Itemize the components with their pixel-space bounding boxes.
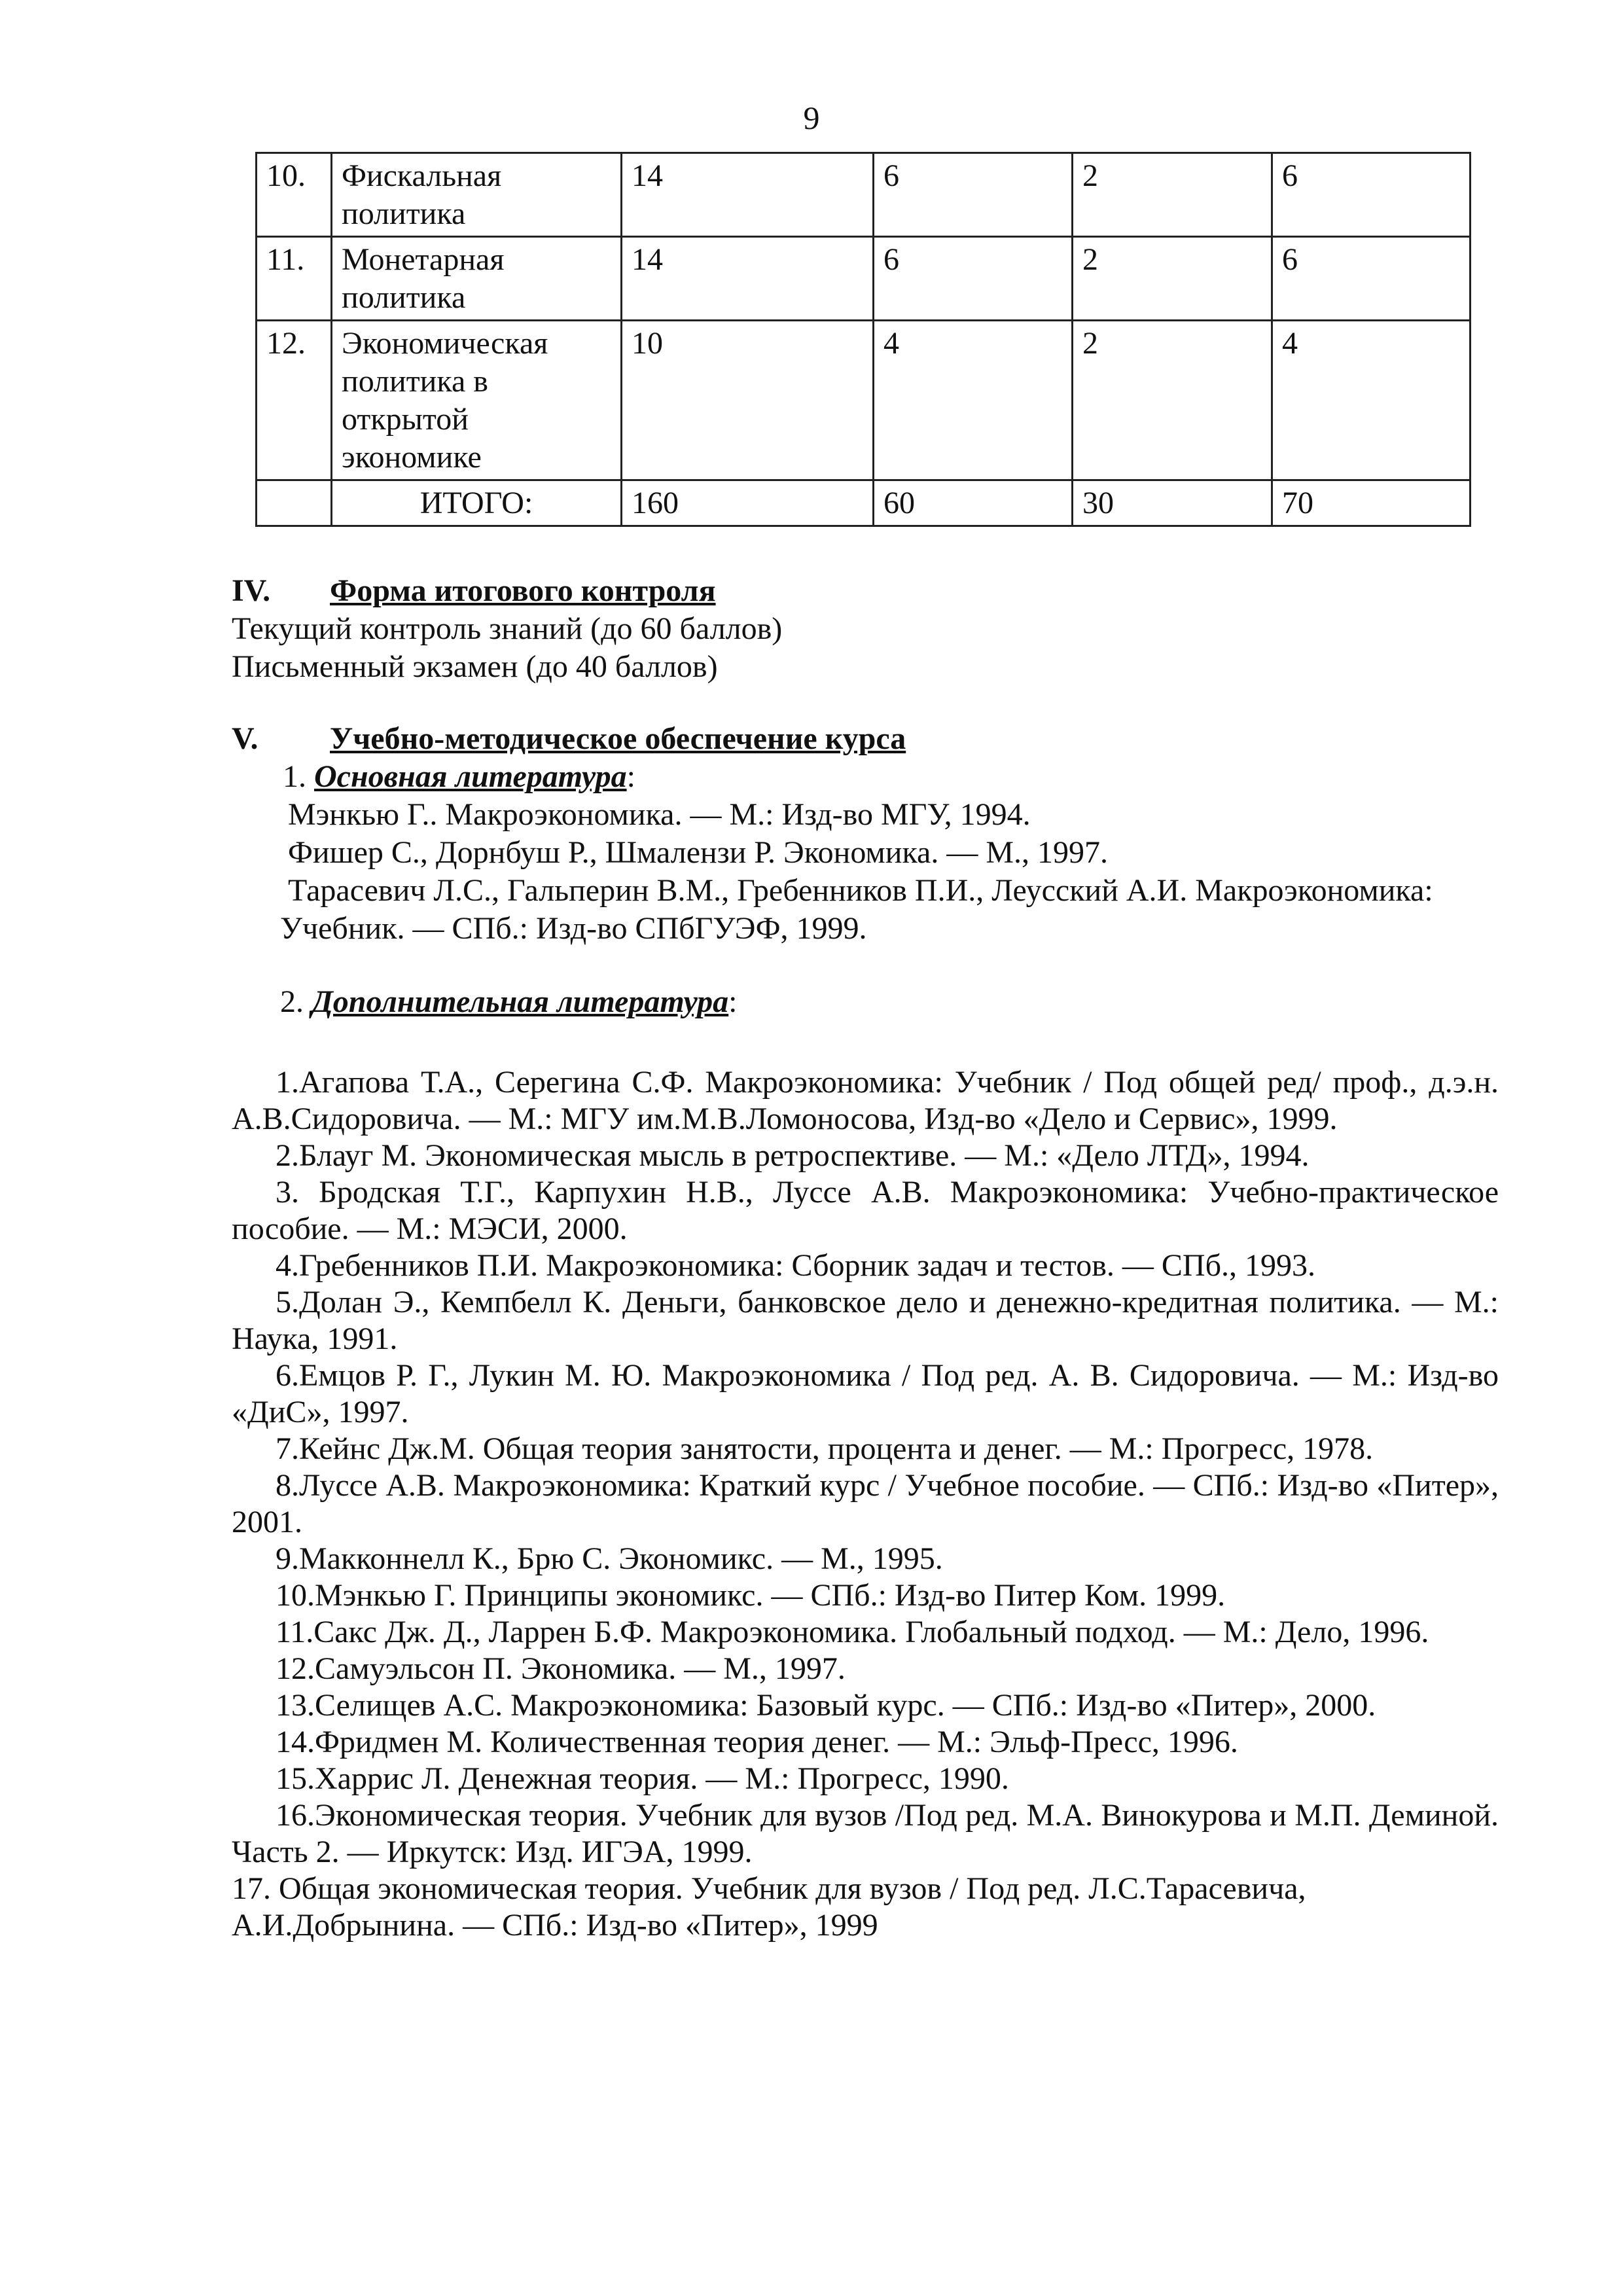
- section-numeral: IV.: [232, 573, 271, 608]
- list-item: 7.Кейнс Дж.М. Общая теория занятости, процента и денег. — М.: Прогресс, 1978.: [276, 1431, 1374, 1466]
- subheading-colon: :: [626, 759, 635, 794]
- main-literature-item: Фишер С., Дорнбуш Р., Шмалензи Р. Экономика. — М., 1997.: [288, 835, 1109, 870]
- hours-seminars: 2: [1073, 237, 1272, 321]
- section-numeral: V.: [232, 721, 259, 756]
- list-item: 9.Макконнелл К., Брю С. Экономикс. — М., 1995.: [276, 1541, 943, 1576]
- section-v-header: [232, 720, 906, 758]
- hours-total: 10: [622, 321, 874, 480]
- row-number: 10.: [257, 153, 332, 237]
- course-hours-table: [255, 152, 1471, 527]
- list-item: А.И.Добрынина. — СПб.: Изд-во «Питер», 1999: [232, 1908, 878, 1943]
- hours-lectures: 6: [874, 153, 1073, 237]
- list-item: 11.Сакс Дж. Д., Ларрен Б.Ф. Макроэкономика. Глобальный подход. — М.: Дело, 1996.: [276, 1615, 1429, 1649]
- list-item: 10.Мэнкью Г. Принципы экономикс. — СПб.: Изд-во Питер Ком. 1999.: [276, 1578, 1226, 1613]
- hours-total: 14: [622, 237, 874, 321]
- hours-self-study: 4: [1272, 321, 1471, 480]
- main-literature-item: Тарасевич Л.С., Гальперин В.М., Гребенников П.И., Леусский А.И. Макроэкономика:: [288, 873, 1433, 908]
- hours-seminars: 2: [1073, 321, 1272, 480]
- section-title: Форма итогового контроля: [330, 573, 716, 608]
- table-row: [257, 153, 1471, 237]
- list-item: 5.Долан Э., Кемпбелл К. Деньги, банковское дело и денежно-кредитная политика. — М.: Наука, 1991.: [232, 1285, 1499, 1356]
- subheading-title: Дополнительная литература: [312, 984, 729, 1019]
- hours-lectures: 6: [874, 237, 1073, 321]
- topic-name: Монетарная политика: [332, 237, 622, 321]
- total-self-study: 70: [1272, 480, 1471, 526]
- row-number: 11.: [257, 237, 332, 321]
- topic-name: Экономическая политика в открытой экономике: [332, 321, 622, 480]
- hours-self-study: 6: [1272, 237, 1471, 321]
- list-item: 17. Общая экономическая теория. Учебник для вузов / Под ред. Л.С.Тарасевича,: [232, 1871, 1306, 1906]
- list-item: 12.Самуэльсон П. Экономика. — М., 1997.: [276, 1651, 846, 1686]
- list-item: 2.Блауг М. Экономическая мысль в ретроспективе. — М.: «Дело ЛТД», 1994.: [276, 1138, 1310, 1173]
- list-item: 13.Селищев А.С. Макроэкономика: Базовый курс. — СПб.: Изд-во «Питер», 2000.: [276, 1688, 1376, 1723]
- table-row: [257, 321, 1471, 480]
- row-number: [257, 480, 332, 526]
- list-item: 4.Гребенников П.И. Макроэкономика: Сборник задач и тестов. — СПб., 1993.: [276, 1248, 1316, 1283]
- table-row: [257, 237, 1471, 321]
- additional-literature-heading: [280, 983, 738, 1021]
- list-item: 8.Луссе А.В. Макроэкономика: Краткий курс / Учебное пособие. — СПб.: Изд-во «Питер», 2001.: [232, 1468, 1499, 1539]
- subheading-number: 2.: [280, 984, 304, 1019]
- table-total-row: [257, 480, 1471, 526]
- control-line: Письменный экзамен (до 40 баллов): [232, 649, 718, 684]
- page-number: 9: [803, 99, 820, 136]
- list-item: 6.Емцов Р. Г., Лукин М. Ю. Макроэкономика / Под ред. А. В. Сидоровича. — М.: Изд-во «ДиС», 1997.: [232, 1358, 1499, 1429]
- section-title: Учебно-методическое обеспечение курса: [330, 721, 906, 756]
- total-seminars: 30: [1073, 480, 1272, 526]
- list-item: 15.Харрис Л. Денежная теория. — М.: Прогресс, 1990.: [276, 1761, 1009, 1796]
- list-item: 16.Экономическая теория. Учебник для вузов /Под ред. М.А. Винокурова и М.П. Деминой. Часть 2. — Иркутск: Изд. ИГЭА, 1999.: [232, 1798, 1499, 1869]
- topic-name: Фискальная политика: [332, 153, 622, 237]
- total-label: ИТОГО:: [332, 480, 622, 526]
- subheading-title: Основная литература: [314, 759, 627, 794]
- subheading-colon: :: [728, 984, 738, 1019]
- subheading-number: 1.: [283, 759, 306, 794]
- control-line: Текущий контроль знаний (до 60 баллов): [232, 611, 783, 646]
- main-literature-item: Мэнкью Г.. Макроэкономика. — М.: Изд-во МГУ, 1994.: [288, 797, 1031, 832]
- hours-total: 14: [622, 153, 874, 237]
- hours-lectures: 4: [874, 321, 1073, 480]
- total-hours: 160: [622, 480, 874, 526]
- additional-literature-list: [232, 1064, 1499, 1944]
- section-iv-header: [232, 572, 716, 610]
- list-item: 3. Бродская Т.Г., Карпухин Н.В., Луссе А.В. Макроэкономика: Учебно-практическое пособие. — М.: МЭСИ, 2000.: [232, 1175, 1499, 1246]
- list-item: 1.Агапова Т.А., Серегина С.Ф. Макроэкономика: Учебник / Под общей ред/ проф., д.э.н. А.В.Сидоровича. — М.: МГУ им.М.В.Ломоносова, Изд-во «Дело и Сервис», 1999.: [232, 1065, 1499, 1136]
- main-literature-item: Учебник. — СПб.: Изд-во СПбГУЭФ, 1999.: [280, 911, 867, 946]
- hours-seminars: 2: [1073, 153, 1272, 237]
- list-item: 14.Фридмен М. Количественная теория денег. — М.: Эльф-Пресс, 1996.: [276, 1725, 1238, 1759]
- hours-self-study: 6: [1272, 153, 1471, 237]
- main-literature-heading: [283, 758, 635, 796]
- row-number: 12.: [257, 321, 332, 480]
- total-lectures: 60: [874, 480, 1073, 526]
